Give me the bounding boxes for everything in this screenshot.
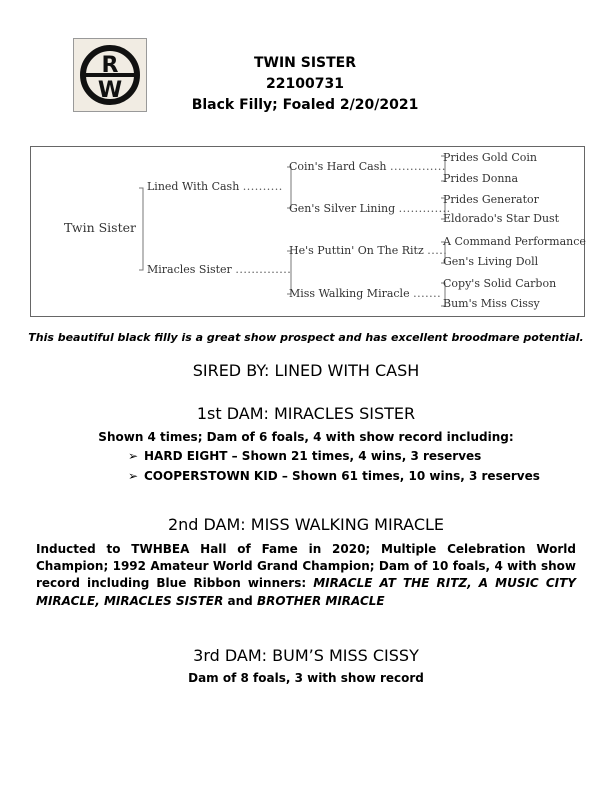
- second-dam-record: Inducted to TWHBEA Hall of Fame in 2020; Multiple Celebration World Champion; 1992 Amateur World Grand Champion; Dam of 10 foals, 4 with show record including Blue Ribbon winners: MIRACLE AT THE RITZ, A MUSIC CITY MIRACLE, MIRACLES SISTER and BROTHER MIRACLE: [36, 542, 576, 608]
- pedigree-subject: Twin Sister: [64, 220, 136, 235]
- pedigree-g3-5: A Command Performance: [443, 235, 586, 248]
- first-dam-heading: 1st DAM: MIRACLES SISTER: [196, 404, 416, 423]
- pedigree-sire: Lined With Cash ..........: [147, 180, 283, 193]
- arrow-bullet-icon: ➢: [128, 469, 139, 483]
- pedigree-g3-6: Gen's Living Doll: [443, 255, 539, 268]
- first-dam-produce-1: ➢ HARD EIGHT – Shown 21 times, 4 wins, 3 reserves: [128, 449, 482, 463]
- pedigree-g3-2: Prides Donna: [443, 172, 519, 185]
- svg-text:R: R: [101, 53, 119, 78]
- pedigree-chart: [30, 146, 585, 317]
- svg-text:W: W: [97, 78, 123, 103]
- arrow-bullet-icon: ➢: [128, 449, 139, 463]
- horse-description: Black Filly; Foaled 2/20/2021: [191, 97, 419, 113]
- farm-logo: [73, 38, 147, 112]
- second-dam-heading: 2nd DAM: MISS WALKING MIRACLE: [167, 515, 445, 534]
- pedigree-g3-3: Prides Generator: [443, 193, 539, 206]
- pedigree-sire-dam: Gen's Silver Lining .............: [289, 202, 451, 215]
- third-dam-summary: Dam of 8 foals, 3 with show record: [188, 671, 424, 685]
- pedigree-g3-7: Copy's Solid Carbon: [443, 277, 557, 290]
- horse-name: TWIN SISTER: [253, 55, 357, 71]
- first-dam-summary: Shown 4 times; Dam of 6 foals, 4 with show record including:: [98, 430, 514, 444]
- registration-number: 22100731: [266, 76, 344, 92]
- third-dam-heading: 3rd DAM: BUM’S MISS CISSY: [193, 646, 419, 665]
- rw-brand-icon: [74, 39, 146, 111]
- first-dam-produce-2: ➢ COOPERSTOWN KID – Shown 61 times, 10 wins, 3 reserves: [128, 469, 540, 483]
- pedigree-dam-sire: He's Puttin' On The Ritz .....: [289, 244, 448, 257]
- sired-by-heading: SIRED BY: LINED WITH CASH: [192, 361, 420, 380]
- pedigree-g3-1: Prides Gold Coin: [443, 151, 537, 164]
- tagline: This beautiful black filly is a great show prospect and has excellent broodmare potential.: [28, 331, 584, 344]
- pedigree-dam: Miracles Sister ..............: [147, 263, 292, 276]
- pedigree-g3-4: Eldorado's Star Dust: [443, 212, 560, 225]
- pedigree-dam-dam: Miss Walking Miracle .......: [289, 287, 442, 300]
- pedigree-g3-8: Bum's Miss Cissy: [443, 297, 540, 310]
- pedigree-sire-sire: Coin's Hard Cash ..............: [289, 160, 446, 173]
